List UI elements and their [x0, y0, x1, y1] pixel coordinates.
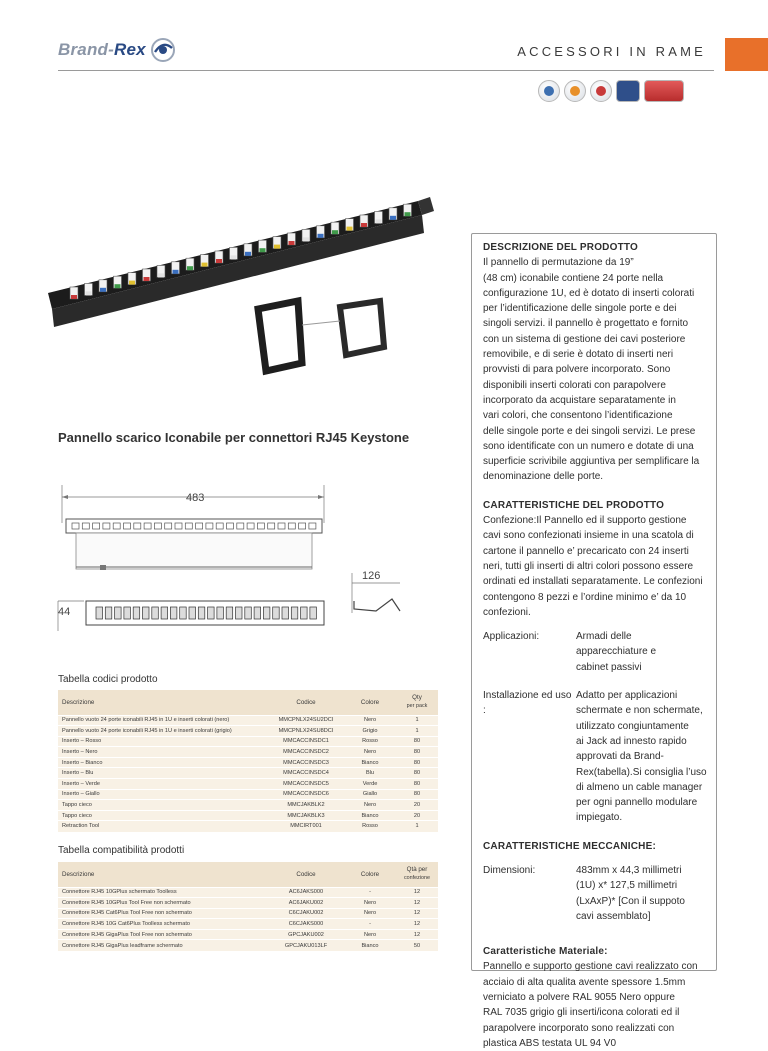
port-color-insert [86, 291, 92, 295]
cell-descrizione: Connettore RJ45 10GPlus Tool Free non schermato [58, 898, 268, 909]
table-row [58, 940, 438, 951]
cell-codice: C6CJAKU002 [268, 908, 344, 919]
install-value: Adatto per applicazioni schermate e non schermate, utilizzato congiuntamente ai Jack ad innesto rapido approvati da Brand- Rex(tabella).Si consiglia l’uso di almeno un cable manager per ogni pannello modulare impiegato. [576, 690, 707, 824]
codes-table [58, 690, 438, 832]
install-label: Installazione ed uso : [483, 690, 572, 717]
table-row [58, 789, 438, 800]
front-view-port [273, 607, 280, 619]
cell-qty: 1 [396, 821, 438, 832]
cell-codice: AC6JAKU002 [268, 898, 344, 909]
dimensions-value: 483mm x 44,3 millimetri (1U) x* 127,5 millimetri (LxAxP)* [Con il suppoto cavi assemblato] [576, 864, 685, 922]
col-descrizione: Descrizione [58, 862, 268, 887]
front-view-port [245, 607, 252, 619]
port-color-insert [303, 237, 309, 241]
cell-colore: Verde [344, 779, 396, 790]
table-row [58, 757, 438, 768]
table-row [58, 810, 438, 821]
port-color-insert [202, 263, 208, 267]
front-view-port [198, 607, 205, 619]
cell-colore: Giallo [344, 789, 396, 800]
cable-manager-icon [258, 301, 384, 371]
cert-badge-red-icon [590, 80, 612, 102]
port-color-insert [187, 266, 193, 270]
cell-colore: Nero [344, 898, 396, 909]
cell-colore: Rosso [344, 821, 396, 832]
cell-colore: - [344, 919, 396, 930]
dimensions-row [483, 863, 715, 924]
cell-descrizione: Pannello vuoto 24 porte iconabili RJ45 in 1U e inserti colorati (grigio) [58, 726, 268, 737]
cell-descrizione: Inserto – Nero [58, 747, 268, 758]
front-view-port [115, 607, 122, 619]
cell-codice: MMCACCINSDC2 [268, 747, 344, 758]
cell-qty: 80 [396, 757, 438, 768]
cell-codice: MMCACCINSDC1 [268, 736, 344, 747]
table-row [58, 726, 438, 737]
col-colore: Colore [344, 690, 396, 715]
cell-colore: Nero [344, 929, 396, 940]
install-row [483, 688, 715, 826]
cell-colore: Bianco [344, 757, 396, 768]
col-qty: Qtà per confezione [396, 862, 438, 887]
cell-colore: Rosso [344, 736, 396, 747]
cell-descrizione: Inserto – Giallo [58, 789, 268, 800]
cell-descrizione: Inserto – Blu [58, 768, 268, 779]
cell-codice: MMCJAKBLK2 [268, 800, 344, 811]
cert-rect-blue-icon [616, 80, 640, 102]
cell-codice: C6CJAKS000 [268, 919, 344, 930]
cell-colore: Bianco [344, 810, 396, 821]
col-codice: Codice [268, 862, 344, 887]
materials-text: Pannello e supporto gestione cavi realizzato con acciaio di alta qualita avente spessore 1.5mm verniciato a polvere RAL 9055 Nero oppure RAL 7035 grigio gli inserti/icona colorati ed il parapolvere incorporato sono realizzati con plastica ABS testata UL 94 V0 [483, 961, 698, 1049]
port-color-insert [376, 219, 382, 223]
front-view-port [301, 607, 308, 619]
port-color-insert [173, 270, 179, 274]
cell-colore: Blu [344, 768, 396, 779]
cell-descrizione: Tappo cieco [58, 810, 268, 821]
technical-drawing [56, 483, 416, 635]
front-view-port [152, 607, 159, 619]
section-color-tab [725, 38, 768, 71]
port-color-insert [71, 295, 77, 299]
logo-swirl-icon [150, 37, 176, 63]
cell-descrizione: Connettore RJ45 10G Cat6Plus Toolless schermato [58, 919, 268, 930]
port-color-insert [158, 273, 164, 277]
mechanical-heading: CARATTERISTICHE MECCANICHE: [483, 840, 656, 852]
front-view-port [189, 607, 196, 619]
cell-descrizione: Tappo cieco [58, 800, 268, 811]
port-color-insert [405, 212, 411, 216]
cell-qty: 50 [396, 940, 438, 951]
cell-qty: 80 [396, 779, 438, 790]
front-view-port [236, 607, 243, 619]
cell-codice: MMCACCINSDC4 [268, 768, 344, 779]
codes-table-title: Tabella codici prodotto [58, 674, 158, 685]
cell-qty: 1 [396, 715, 438, 726]
compat-table [58, 862, 438, 951]
cell-descrizione: Inserto – Verde [58, 779, 268, 790]
dim-height-label: 44 [58, 606, 71, 618]
table-row [58, 800, 438, 811]
cell-descrizione: Inserto – Bianco [58, 757, 268, 768]
cell-qty: 80 [396, 789, 438, 800]
col-colore: Colore [344, 862, 396, 887]
product-photo [40, 175, 460, 415]
cell-qty: 12 [396, 919, 438, 930]
table-row [58, 747, 438, 758]
cell-codice: AC6JAKS000 [268, 887, 344, 898]
dim-width-label: 483 [186, 492, 205, 504]
front-view-port [133, 607, 140, 619]
front-view-port [310, 607, 317, 619]
applications-label: Applicazioni: [483, 631, 540, 643]
port-color-insert [100, 288, 106, 292]
port-color-insert [332, 230, 338, 234]
description-text: Il pannello di permutazione da 19” (48 cm) iconabile contiene 24 porte nella configurazione 1U, ed è dotato di inserti colorati per l’identificazione delle singole porte e dei singoli servizi. il pannello è progettato e fornito con un sistema di gestione dei cavi posteriore removibile, e di serie è dotato di inserti neri provvisti di para polvere incorporato. Sono disponibili inserti colorati con parapolvere incorporato da acquistare separatamente in vari colori, che consentono l’identificazione delle singole porte e dei singoli servizi. Le prese sono identificate con un numero e dotate di una superficie scrivibile aggiuntiva per semplificare la denominazione delle porte. [483, 257, 700, 483]
cell-qty: 12 [396, 908, 438, 919]
logo-text: Brand-Rex [58, 40, 146, 59]
cell-codice: GPCJAKU013LF [268, 940, 344, 951]
port-color-insert [390, 216, 396, 220]
col-qty: Qty per pack [396, 690, 438, 715]
front-view-port [124, 607, 130, 619]
cell-qty: 80 [396, 768, 438, 779]
cell-qty: 20 [396, 800, 438, 811]
cell-qty: 12 [396, 887, 438, 898]
cell-codice: MMCACCINSDC5 [268, 779, 344, 790]
cell-colore: Nero [344, 715, 396, 726]
cell-descrizione: Connettore RJ45 GigaPlus Tool Free non schermato [58, 929, 268, 940]
front-view-port [282, 607, 289, 619]
cell-descrizione: Inserto – Rosso [58, 736, 268, 747]
front-view-port [180, 607, 187, 619]
cell-codice: MMCPNLX24SU2DCI [268, 715, 344, 726]
table-row [58, 887, 438, 898]
port-color-insert [144, 277, 150, 281]
port-color-insert [361, 223, 367, 227]
table-row [58, 929, 438, 940]
port-color-insert [318, 234, 324, 238]
certification-badges [538, 80, 684, 102]
table-row [58, 768, 438, 779]
cell-descrizione: Connettore RJ45 10GPlus schermato Toolless [58, 887, 268, 898]
section-title: ACCESSORI IN RAME [517, 44, 706, 59]
cell-descrizione: Pannello vuoto 24 porte iconabili RJ45 in 1U e inserti colorati (nero) [58, 715, 268, 726]
cert-rect-red-icon [644, 80, 684, 102]
table-row [58, 821, 438, 832]
table-row [58, 736, 438, 747]
characteristics-text: Confezione:Il Pannello ed il supporto gestione cavi sono confezionati insieme in una scatola di cartone il pannello e’ precaricato con 24 inserti neri, tutti gli inserti di altri colori possono essere ordinati ed installati separatamente. Le confezioni contengono 8 pezzi e l’ordine minimo e’ da 10 confezioni. [483, 515, 703, 618]
cell-colore: - [344, 887, 396, 898]
compat-table-title: Tabella compatibilità prodotti [58, 845, 185, 856]
front-view-port [170, 607, 177, 619]
cell-descrizione: Retraction Tool [58, 821, 268, 832]
port-color-insert [245, 252, 251, 256]
cell-qty: 80 [396, 736, 438, 747]
port-color-insert [231, 255, 237, 259]
port-color-insert [347, 227, 353, 231]
table-row [58, 908, 438, 919]
front-view-port [105, 607, 112, 619]
front-view-port [263, 607, 270, 619]
cell-colore: Nero [344, 908, 396, 919]
cert-badge-blue-icon [538, 80, 560, 102]
cell-descrizione: Connettore RJ45 GigaPlus leadframe schermato [58, 940, 268, 951]
brand-rex-logo [58, 36, 198, 64]
port-color-insert [129, 281, 135, 285]
right-column [483, 240, 715, 1051]
port-color-insert [115, 284, 121, 288]
cell-codice: MMCACCINSDC6 [268, 789, 344, 800]
cell-qty: 20 [396, 810, 438, 821]
dim-depth-label: 126 [362, 570, 381, 582]
front-view-port [291, 607, 298, 619]
materials-heading: Caratteristiche Materiale: [483, 946, 608, 958]
applications-row [483, 629, 715, 675]
dimensions-label: Dimensioni: [483, 864, 536, 876]
front-view-port [226, 607, 233, 619]
cell-qty: 1 [396, 726, 438, 737]
cert-badge-orange-icon [564, 80, 586, 102]
cell-colore: Nero [344, 747, 396, 758]
col-descrizione: Descrizione [58, 690, 268, 715]
front-view-port [96, 607, 103, 619]
header-divider [58, 70, 714, 71]
col-codice: Codice [268, 690, 344, 715]
cell-colore: Grigio [344, 726, 396, 737]
table-row [58, 919, 438, 930]
front-view-port [254, 607, 261, 619]
table-row [58, 898, 438, 909]
port-color-insert [260, 248, 266, 252]
characteristics-heading: CARATTERISTICHE DEL PRODOTTO [483, 499, 665, 511]
cell-codice: MMCACCINSDC3 [268, 757, 344, 768]
description-heading: DESCRIZIONE DEL PRODOTTO [483, 242, 639, 253]
port-color-insert [289, 241, 295, 245]
front-view-port [217, 607, 224, 619]
cell-codice: GPCJAKU002 [268, 929, 344, 940]
port-color-insert [274, 245, 280, 249]
cell-qty: 12 [396, 929, 438, 940]
cell-colore: Bianco [344, 940, 396, 951]
cell-codice: MMCIRT001 [268, 821, 344, 832]
product-title: Pannello scarico Iconabile per connettori RJ45 Keystone [58, 430, 410, 445]
cell-colore: Nero [344, 800, 396, 811]
cell-codice: MMCPNLX24SU8DCI [268, 726, 344, 737]
cell-qty: 80 [396, 747, 438, 758]
front-view-port [143, 607, 150, 619]
front-view-port [208, 607, 215, 619]
cell-qty: 12 [396, 898, 438, 909]
cell-descrizione: Connettore RJ45 Cat6Plus Tool Free non schermato [58, 908, 268, 919]
table-row [58, 779, 438, 790]
front-view-port [161, 607, 168, 619]
table-row [58, 715, 438, 726]
port-color-insert [216, 259, 222, 263]
cell-codice: MMCJAKBLK3 [268, 810, 344, 821]
applications-value: Armadi delle apparecchiature e cabinet passivi [576, 631, 657, 673]
